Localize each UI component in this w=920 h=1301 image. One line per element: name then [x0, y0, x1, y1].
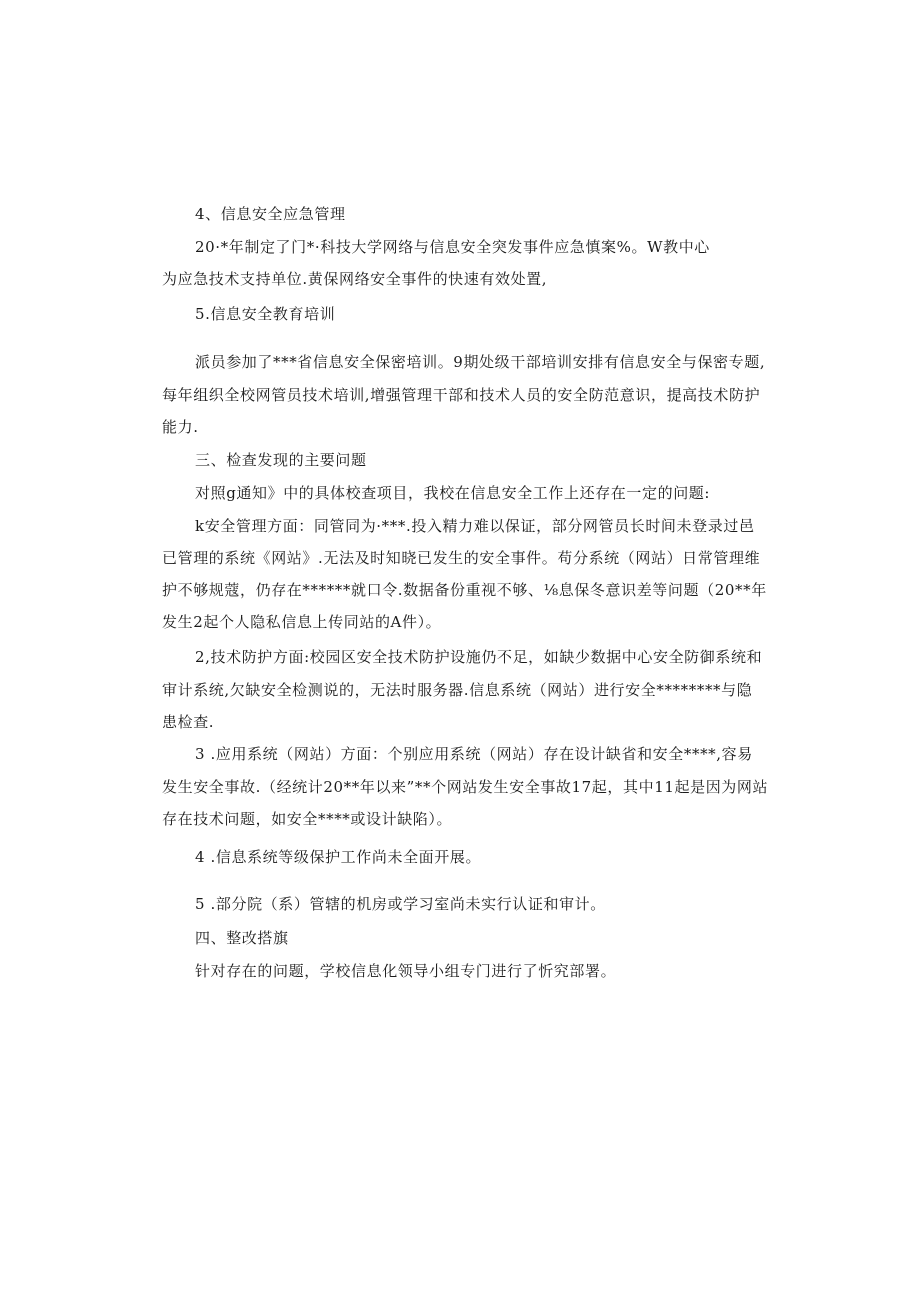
issue-line: 已管理的系统《网站》.无法及时知晓已发生的安全事件。苟分系统（网站）日常管理维: [162, 549, 761, 567]
paragraph-line: 能力.: [162, 418, 199, 436]
section-heading: 三、检查发现的主要问题: [195, 451, 367, 469]
issue-line: 患检查.: [162, 713, 215, 731]
section-heading: 四、整改搭旗: [195, 929, 289, 947]
issue-line: 3 .应用系统（网站）方面：个别应用系统（网站）存在设计缺省和安全****,容易: [195, 745, 753, 763]
paragraph-line: 每年组织全校网管员技术培训,增强管理干部和技术人员的安全防范意识，提高技术防护: [162, 386, 761, 404]
issue-line: 审计系统,欠缺安全检测说的，无法时服务器.信息系统（网站）进行安全********与隐: [162, 681, 753, 699]
issue-line: 发生2起个人隐私信息上传同站的A件）。: [162, 613, 442, 631]
paragraph-line: 为应急技术支持单位.黄保网络安全事件的快速有效处置,: [162, 270, 548, 288]
section-heading: 4、信息安全应急管理: [195, 205, 346, 223]
paragraph-line: 针对存在的问题，学校信息化领导小组专门进行了忻究部署。: [195, 962, 617, 980]
paragraph-line: 派员参加了***省信息安全保密培训。9期处级干部培训安排有信息安全与保密专题,: [195, 353, 766, 371]
issue-line: 5 .部分院（系）管辖的机房或学习室尚未实行认证和审计。: [195, 895, 606, 913]
paragraph-line: 20·*年制定了门*·科技大学网络与信息安全突发事件应急慎案%。W教中心: [195, 238, 710, 256]
issue-line: 2,技术防护方面:校园区安全技术防护设施仍不足，如缺少数据中心安全防御系统和: [195, 648, 763, 666]
issue-line: 发生安全事故.（经统计20**年以来”**个网站发生安全事故17起，其中11起是因为网站: [162, 778, 769, 796]
paragraph-line: 对照g通知》中的具体校查项目，我校在信息安全工作上还存在一定的问题:: [195, 484, 711, 502]
issue-line: 存在技术问题，如安全****或设计缺陷）。: [162, 810, 453, 828]
issue-line: k安全管理方面：同管同为·***.投入精力难以保证，部分网管员长时间未登录过邑: [195, 517, 755, 535]
section-heading: 5.信息安全教育培训: [195, 305, 336, 323]
issue-line: 护不够规蔻，仍存在******就口令.数据备份重视不够、⅛息保冬意识差等问题（20**年: [162, 581, 767, 599]
issue-line: 4 .信息系统等级保护工作尚未全面开展。: [195, 848, 482, 866]
